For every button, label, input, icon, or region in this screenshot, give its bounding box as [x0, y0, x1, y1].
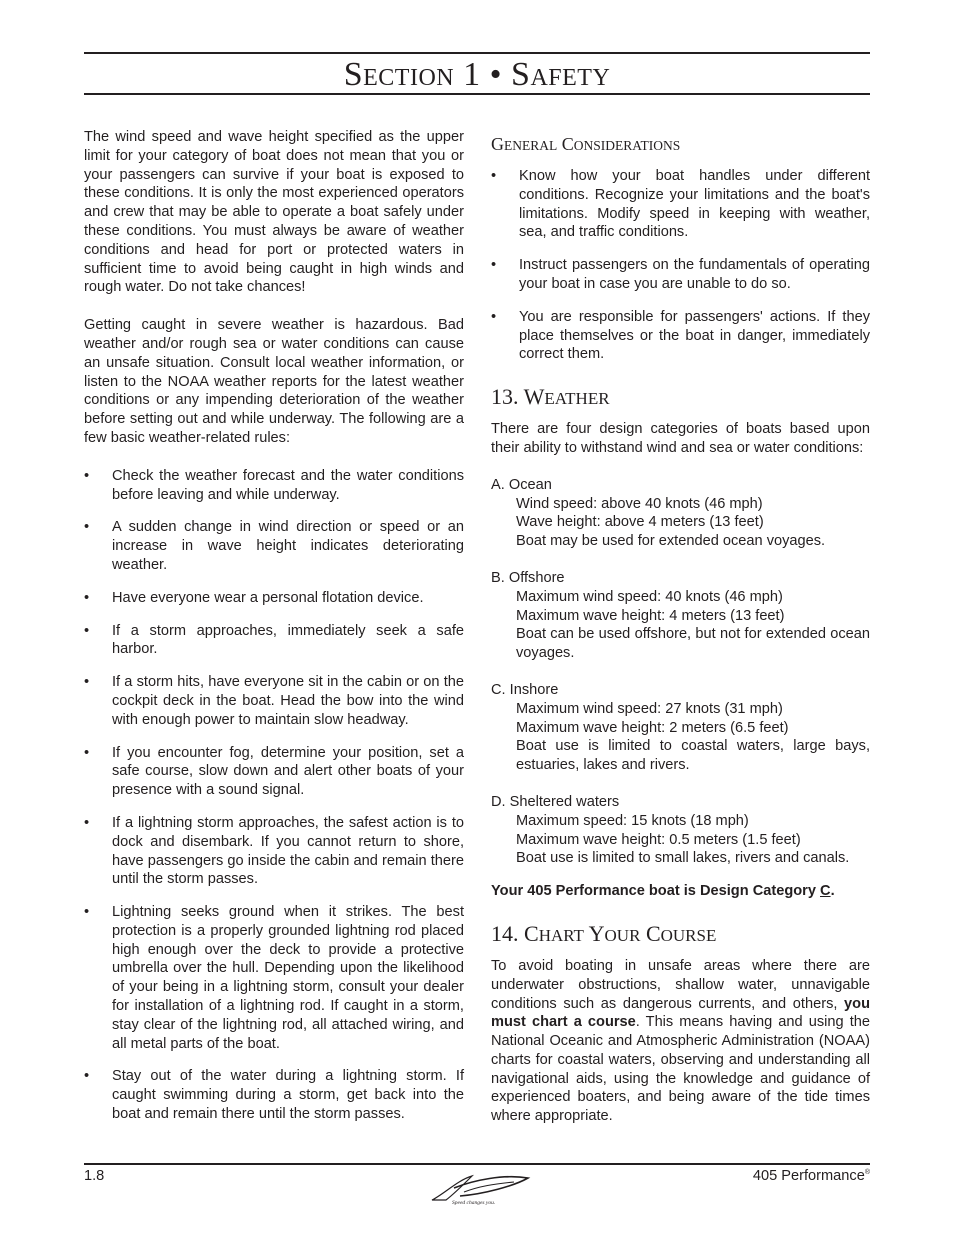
list-item: • Know how your boat handles under different conditions. Recognize your limitations and the boat's limitations. Modify speed in keeping with weather, sea, and traffic conditions. [491, 168, 870, 241]
list-item: • If a storm hits, have everyone sit in the cabin or on the cockpit deck in the boat. Head the bow into the wind with enough power to maintain slow headway. [84, 674, 464, 728]
general-considerations-list [491, 167, 870, 364]
page-title: SECTION 1 • SAFETY [343, 56, 611, 93]
right-column [491, 133, 870, 1126]
list-item: • Instruct passengers on the fundamentals of operating your boat in case you are unable to do so. [491, 257, 870, 292]
bullet-icon: • [84, 1068, 90, 1085]
bullet-icon: • [491, 257, 497, 274]
bullet-icon: • [84, 589, 90, 606]
bullet-icon: • [84, 744, 90, 761]
weather-intro: There are four design categories of boats based upon their ability to withstand wind and sea or water conditions: [491, 421, 870, 456]
bullet-icon: • [491, 308, 497, 325]
baja-logo-icon [424, 1170, 532, 1206]
list-item: • Stay out of the water during a lightning storm. If caught swimming during a storm, get back into the boat and remain there until the storm passes. [84, 1068, 464, 1123]
weather-paragraph: Getting caught in severe weather is hazardous. Bad weather and/or rough sea or water conditions can cause an unsafe situation. Consult local weather information, or listen to the NOAA weather reports for the latest weather conditions or any impending deterioration of the weather before setting out and while underway. The following are a few basic weather-related rules: [84, 317, 464, 446]
footer-rule [84, 1163, 870, 1165]
bullet-icon: • [84, 467, 90, 484]
category-ocean: A. Ocean Wind speed: above 40 knots (46 mph) Wave height: above 4 meters (13 feet) Boat may be used for extended ocean voyages. [491, 476, 826, 550]
design-category-note: Your 405 Performance boat is Design Category C. [491, 883, 835, 900]
list-item: • You are responsible for passengers' actions. If they place themselves or the boat in danger, immediately correct them. [491, 308, 870, 363]
bullet-icon: • [84, 519, 90, 536]
list-item: • If you encounter fog, determine your position, set a safe course, slow down and alert other boats of your presence with a sound signal. [84, 744, 464, 799]
list-item: • Lightning seeks ground when it strikes. The best protection is a properly grounded lightning rod placed high enough over the deck to provide a protective umbrella over the hull. Depending upon the likelihood of your being in a lightning storm, consult your dealer for installation of a lightning rod. If caught in a storm, stay clear of the lightning rod, all attached wiring, and all metal parts of the boat. [84, 904, 464, 1052]
bullet-icon: • [84, 814, 90, 831]
category-offshore: B. Offshore Maximum wind speed: 40 knots (46 mph) Maximum wave height: 4 meters (13 feet) Boat can be used offshore, but not for extended ocean voyages. [491, 569, 870, 662]
general-considerations-heading: GENERAL CONSIDERATIONS [491, 134, 681, 154]
list-item: • If a storm approaches, immediately seek a safe harbor. [84, 622, 464, 658]
category-sheltered: D. Sheltered waters Maximum speed: 15 knots (18 mph) Maximum wave height: 0.5 meters (1.5 feet) Boat use is limited to small lakes, rivers and canals. [491, 793, 850, 867]
intro-paragraph: The wind speed and wave height specified as the upper limit for your category of boat does not mean that you or your passengers can survive if your boat is exposed to these conditions. It is only the most experienced operators and crew that may be able to operate a boat safely under these conditions. You must always be aware of weather conditions and head for port or protected waters in sufficient time to avoid being caught in high winds and rough water. Do not take chances! [84, 129, 464, 296]
list-item: • Check the weather forecast and the water conditions before leaving and while underway. [84, 467, 464, 503]
page-number: 1.8 [84, 1168, 105, 1184]
bullet-icon: • [84, 622, 90, 639]
bullet-icon: • [84, 674, 90, 691]
bullet-icon: • [84, 904, 90, 921]
category-inshore: C. Inshore Maximum wind speed: 27 knots (31 mph) Maximum wave height: 2 meters (6.5 feet) Boat use is limited to coastal waters, large bays, estuaries, lakes and rivers. [491, 681, 870, 774]
list-item: • A sudden change in wind direction or speed or an increase in wave height indicates deteriorating weather. [84, 519, 464, 573]
weather-rules-list [84, 467, 464, 1124]
weather-heading: 13. WEATHER [491, 384, 610, 410]
chart-your-course-paragraph: To avoid boating in unsafe areas where there are underwater obstructions, shallow water, unnavigable conditions such as dangerous currents, and others, you must chart a course. This means having and using the National Oceanic and Atmospheric Administration (NOAA) charts for coastal waters, observing and understanding all navigational aids, using the knowledge and guidance of experienced boaters, and being aware of the tide times where appropriate. [491, 957, 870, 1125]
left-column [84, 128, 464, 1124]
list-item: • If a lightning storm approaches, the safest action is to dock and disembark. If you cannot return to shore, have passengers go inside the cabin and remain there until the storm passes. [84, 814, 464, 888]
logo-tagline: Speed changes you. [452, 1200, 496, 1206]
list-item: • Have everyone wear a personal flotation device. [84, 589, 424, 606]
product-name: 405 Performance® [752, 1168, 870, 1184]
bullet-icon: • [491, 168, 497, 184]
top-rule [84, 52, 870, 54]
title-bottom-rule [84, 93, 870, 95]
chart-your-course-heading: 14. CHART YOUR COURSE [491, 920, 717, 946]
